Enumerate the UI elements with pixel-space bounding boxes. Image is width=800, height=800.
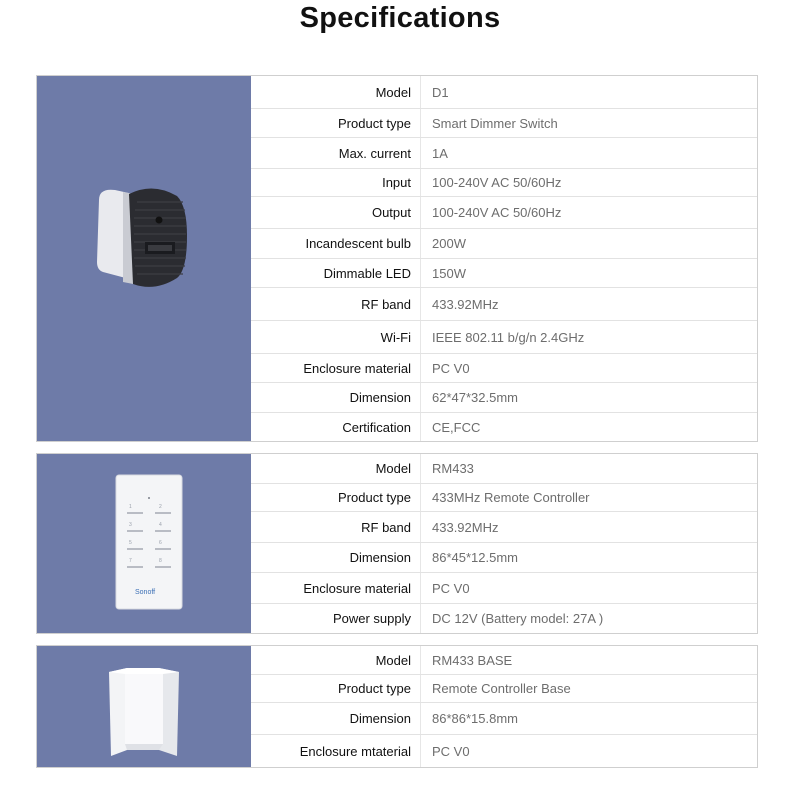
- spec-label: Power supply: [332, 611, 411, 626]
- spec-row: [251, 484, 757, 512]
- svg-text:5: 5: [129, 540, 132, 546]
- spec-row: [251, 288, 757, 321]
- spec-label: Model: [375, 461, 411, 476]
- spec-value: DC 12V (Battery model: 27A ): [432, 611, 604, 626]
- spec-label: Max. current: [338, 145, 411, 161]
- spec-row: [251, 383, 757, 413]
- spec-row: [251, 354, 757, 383]
- spec-rows-remote: [251, 454, 757, 633]
- spec-row: [251, 259, 757, 288]
- spec-label: Dimension: [349, 390, 411, 405]
- spec-label: Certification: [342, 419, 411, 435]
- svg-text:4: 4: [159, 522, 162, 528]
- spec-value: 100-240V AC 50/60Hz: [432, 175, 562, 190]
- spec-row: [251, 109, 757, 138]
- spec-value: PC V0: [432, 580, 470, 596]
- spec-value: PC V0: [432, 360, 470, 376]
- spec-value: Smart Dimmer Switch: [432, 115, 558, 131]
- spec-label: Model: [375, 84, 411, 100]
- spec-label: Product type: [338, 490, 411, 505]
- spec-value: 1A: [432, 145, 448, 161]
- spec-row: [251, 76, 757, 109]
- spec-row: [251, 703, 757, 735]
- spec-value: 433MHz Remote Controller: [432, 490, 590, 505]
- spec-label: Dimension: [349, 550, 411, 565]
- spec-row: [251, 675, 757, 703]
- spec-row: [251, 512, 757, 543]
- svg-text:2: 2: [159, 504, 162, 510]
- spec-row: [251, 138, 757, 169]
- product-photo-remote: [37, 454, 251, 633]
- spec-value: RM433: [432, 461, 474, 476]
- svg-text:3: 3: [129, 522, 132, 528]
- spec-value: 200W: [432, 236, 466, 251]
- remote-controller-image: [115, 474, 183, 610]
- spec-row: [251, 413, 757, 441]
- spec-row: [251, 321, 757, 354]
- spec-value: 433.92MHz: [432, 296, 499, 312]
- spec-value: CE,FCC: [432, 419, 481, 435]
- remote-base-image: [105, 664, 183, 758]
- spec-row: [251, 735, 757, 767]
- spec-label: Enclosure material: [303, 360, 411, 376]
- svg-text:1: 1: [129, 504, 132, 510]
- spec-row: [251, 169, 757, 197]
- spec-value: 86*45*12.5mm: [432, 550, 518, 565]
- spec-label: Dimension: [349, 711, 411, 726]
- spec-row: [251, 573, 757, 604]
- spec-row: [251, 229, 757, 259]
- spec-value: PC V0: [432, 743, 470, 759]
- spec-label: Product type: [338, 115, 411, 131]
- spec-label: Incandescent bulb: [305, 236, 411, 251]
- spec-label: RF band: [361, 296, 411, 312]
- spec-label: Wi-Fi: [380, 329, 411, 345]
- spec-value: D1: [432, 84, 449, 100]
- spec-panel-dimmer: [36, 75, 758, 442]
- product-photo-dimmer: [37, 76, 251, 441]
- spec-value: IEEE 802.11 b/g/n 2.4GHz: [432, 329, 585, 345]
- spec-label: RF band: [361, 519, 411, 535]
- spec-row: [251, 604, 757, 633]
- spec-value: 433.92MHz: [432, 519, 499, 535]
- spec-rows-dimmer: [251, 76, 757, 441]
- spec-label: Dimmable LED: [323, 265, 411, 281]
- svg-text:7: 7: [129, 558, 132, 564]
- spec-label: Product type: [338, 681, 411, 696]
- spec-label: Input: [382, 175, 411, 190]
- spec-label: Enclosure mtaterial: [299, 743, 411, 759]
- product-photo-base: [37, 646, 251, 767]
- spec-row: [251, 543, 757, 573]
- spec-value: Remote Controller Base: [432, 681, 571, 696]
- spec-label: Output: [371, 205, 411, 220]
- svg-text:6: 6: [159, 540, 162, 546]
- dimmer-device-image: [93, 180, 193, 290]
- page-title: Specifications: [299, 2, 501, 34]
- spec-value: 86*86*15.8mm: [432, 711, 518, 726]
- svg-text:8: 8: [159, 558, 162, 564]
- spec-value: 150W: [432, 265, 466, 281]
- spec-value: 62*47*32.5mm: [432, 390, 518, 405]
- spec-panel-base: [36, 645, 758, 768]
- spec-value: RM433 BASE: [432, 652, 513, 668]
- spec-row: [251, 646, 757, 675]
- remote-brand-logo: Sonoff: [135, 589, 156, 596]
- spec-value: 100-240V AC 50/60Hz: [432, 205, 562, 220]
- spec-row: [251, 197, 757, 229]
- spec-label: Model: [375, 652, 411, 668]
- spec-panel-remote: [36, 453, 758, 634]
- spec-row: [251, 454, 757, 484]
- spec-rows-base: [251, 646, 757, 767]
- spec-label: Enclosure material: [303, 580, 411, 596]
